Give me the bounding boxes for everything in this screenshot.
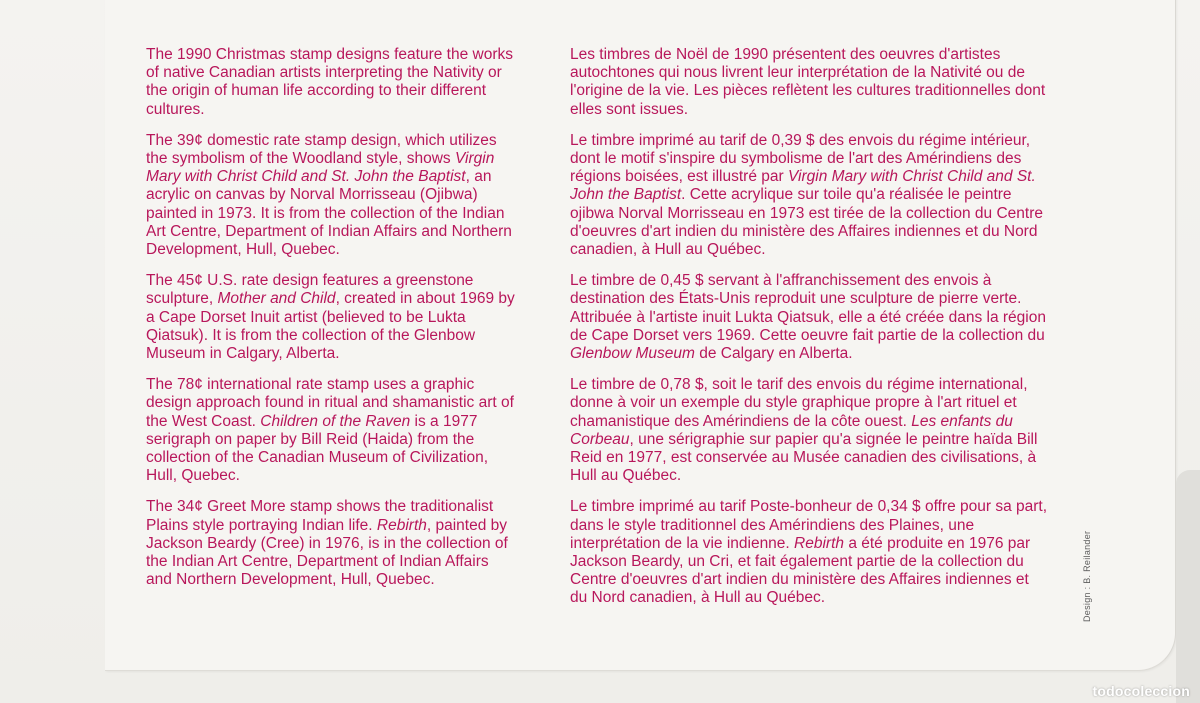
text-run: The 39¢ domestic rate stamp design, which utilizes the symbolism of the Woodland style, shows bbox=[146, 131, 497, 168]
text-run: Le timbre de 0,78 $, soit le tarif des envois du régime international, donne à voir un exemple du style graphique propre à l'art rituel et chamanistique des Amérindiens de la côte ouest. bbox=[570, 376, 1028, 430]
text-run: , painted by Jackson Beardy (Cree) in 1976, is in the collection of the Indian Art Centre, Department of Indian Affairs and Northern Development, Hull, Quebec. bbox=[146, 516, 508, 589]
text-run: , an acrylic on canvas by Norval Morrisseau (Ojibwa) painted in 1973. It is from the collection of the Indian Art Centre, Department of Indian Affairs and Northern Development, Hull, Quebec. bbox=[146, 168, 512, 259]
text-run: , une sérigraphie sur papier qu'a signée le peintre haïda Bill Reid en 1977, est conservée au Musée canadien des civilisations, à Hull au Québec. bbox=[570, 430, 1038, 485]
artwork-title: Virgin Mary with Christ Child and St. John the Baptist bbox=[570, 168, 1036, 204]
paragraph bbox=[146, 132, 518, 259]
paragraph bbox=[570, 46, 1050, 119]
artwork-title: Glenbow Museum bbox=[570, 345, 695, 363]
text-run: a été produite en 1976 par Jackson Beardy, un Cri, et fait également partie de la collection du Centre d'oeuvres d'art indien du ministère des Affaires indiennes et du Nord canadien, à Hull au Québec. bbox=[570, 534, 1031, 607]
text-run: Le timbre de 0,45 $ servant à l'affranchissement des envois à destination des États-Unis reproduit une sculpture de pierre verte. Attribuée à l'artiste inuit Lukta Qiatsuk, elle a été créée dans la région de Cape Dorset vers 1969. Cette oeuvre fait partie de la collection du bbox=[570, 272, 1046, 344]
text-run: . Cette acrylique sur toile qu'a réalisée le peintre ojibwa Norval Morrisseau en 1973 est tirée de la collection du Centre d'oeuvres d'art indien du ministère des Affaires indiennes et du Nord canadien, à Hull au Québec. bbox=[570, 186, 1043, 259]
text-run: The 45¢ U.S. rate design features a greenstone sculpture, bbox=[146, 272, 474, 308]
artwork-title: Les enfants du Corbeau bbox=[570, 412, 1013, 448]
paragraph bbox=[570, 272, 1050, 363]
paragraph bbox=[146, 46, 518, 119]
artwork-title: Virgin Mary with Christ Child and St. John the Baptist bbox=[146, 150, 495, 186]
paragraph bbox=[570, 376, 1050, 485]
text-run: de Calgary en Alberta. bbox=[694, 345, 853, 363]
text-run: Les timbres de Noël de 1990 présentent des oeuvres d'artistes autochtones qui nous livrent leur interprétation de la Nativité ou de l'origine de la vie. Les pièces reflètent les cultures traditionnelles dont elles sont issues. bbox=[570, 46, 1046, 118]
artwork-title: Rebirth bbox=[794, 534, 845, 552]
text-run: , created in about 1969 by a Cape Dorset Inuit artist (believed to be Lukta Qiatsuk). It is from the collection of the Glenbow Museum in Calgary, Alberta. bbox=[146, 290, 515, 363]
artwork-title: Children of the Raven bbox=[260, 412, 411, 430]
text-run: Le timbre imprimé au tarif de 0,39 $ des envois du régime intérieur, dont le motif s'inspire du symbolisme de l'art des Amérindiens des régions boisées, est illustré par bbox=[570, 131, 1031, 186]
paragraph bbox=[146, 498, 518, 589]
french-text-column bbox=[570, 46, 1050, 621]
paragraph bbox=[146, 272, 518, 363]
text-run: The 78¢ international rate stamp uses a graphic design approach found in ritual and shamanistic art of the West Coast. bbox=[146, 376, 514, 430]
text-run: is a 1977 serigraph on paper by Bill Reid (Haida) from the collection of the Canadian Museum of Civilization, Hull, Quebec. bbox=[146, 412, 489, 485]
paragraph bbox=[570, 498, 1050, 607]
text-run: Le timbre imprimé au tarif Poste-bonheur de 0,34 $ offre pour sa part, dans le style traditionnel des Amérindiens des Plaines, une interprétation de la vie indienne. bbox=[570, 498, 1048, 552]
envelope-edge bbox=[1176, 470, 1200, 703]
artwork-title: Rebirth bbox=[376, 516, 427, 534]
artwork-title: Mother and Child bbox=[217, 290, 336, 308]
watermark-logo: todocoleccion bbox=[1092, 683, 1190, 699]
english-text-column bbox=[146, 46, 518, 602]
paragraph bbox=[570, 132, 1050, 259]
designer-credit: Design : B. Reilander bbox=[1082, 530, 1092, 622]
text-run: The 34¢ Greet More stamp shows the traditionalist Plains style portraying Indian life. bbox=[146, 498, 494, 534]
text-run: The 1990 Christmas stamp designs feature the works of native Canadian artists interpreting the Nativity or the origin of human life according to their different cultures. bbox=[146, 46, 514, 118]
paragraph bbox=[146, 376, 518, 485]
